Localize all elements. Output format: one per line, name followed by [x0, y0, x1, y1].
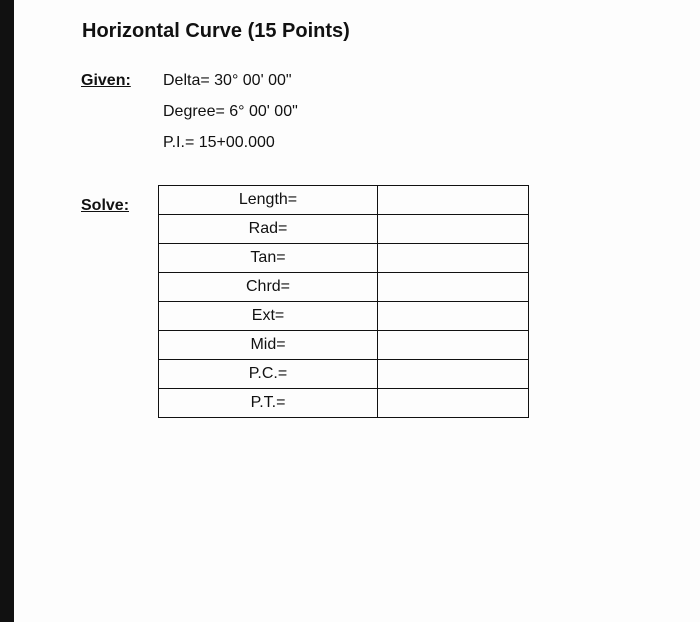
row-label-tan: Tan= [159, 244, 378, 273]
row-label-length: Length= [159, 186, 378, 215]
table-row [159, 360, 529, 389]
table-row [159, 186, 529, 215]
given-delta: Delta= 30° 00' 00" [163, 72, 292, 89]
given-degree: Degree= 6° 00' 00" [163, 103, 298, 120]
given-label: Given: [81, 72, 131, 89]
answer-cell-tan[interactable] [378, 244, 529, 273]
table-row [159, 273, 529, 302]
row-label-chrd: Chrd= [159, 273, 378, 302]
answer-cell-ext[interactable] [378, 302, 529, 331]
left-edge-bar [0, 0, 14, 622]
row-label-rad: Rad= [159, 215, 378, 244]
solve-label: Solve: [81, 197, 130, 214]
row-label-pt: P.T.= [159, 389, 378, 418]
row-label-mid: Mid= [159, 331, 378, 360]
answer-cell-length[interactable] [378, 186, 529, 215]
answer-cell-chrd[interactable] [378, 273, 529, 302]
page-title: Horizontal Curve (15 Points) [82, 20, 350, 42]
answer-cell-mid[interactable] [378, 331, 529, 360]
table-row [159, 389, 529, 418]
answer-cell-pt[interactable] [378, 389, 529, 418]
solve-table [158, 185, 529, 418]
table-row [159, 215, 529, 244]
document-page [14, 0, 700, 622]
table-row [159, 331, 529, 360]
answer-cell-pc[interactable] [378, 360, 529, 389]
answer-cell-rad[interactable] [378, 215, 529, 244]
row-label-ext: Ext= [159, 302, 378, 331]
table-row [159, 302, 529, 331]
table-row [159, 244, 529, 273]
given-pi: P.I.= 15+00.000 [163, 134, 275, 151]
row-label-pc: P.C.= [159, 360, 378, 389]
